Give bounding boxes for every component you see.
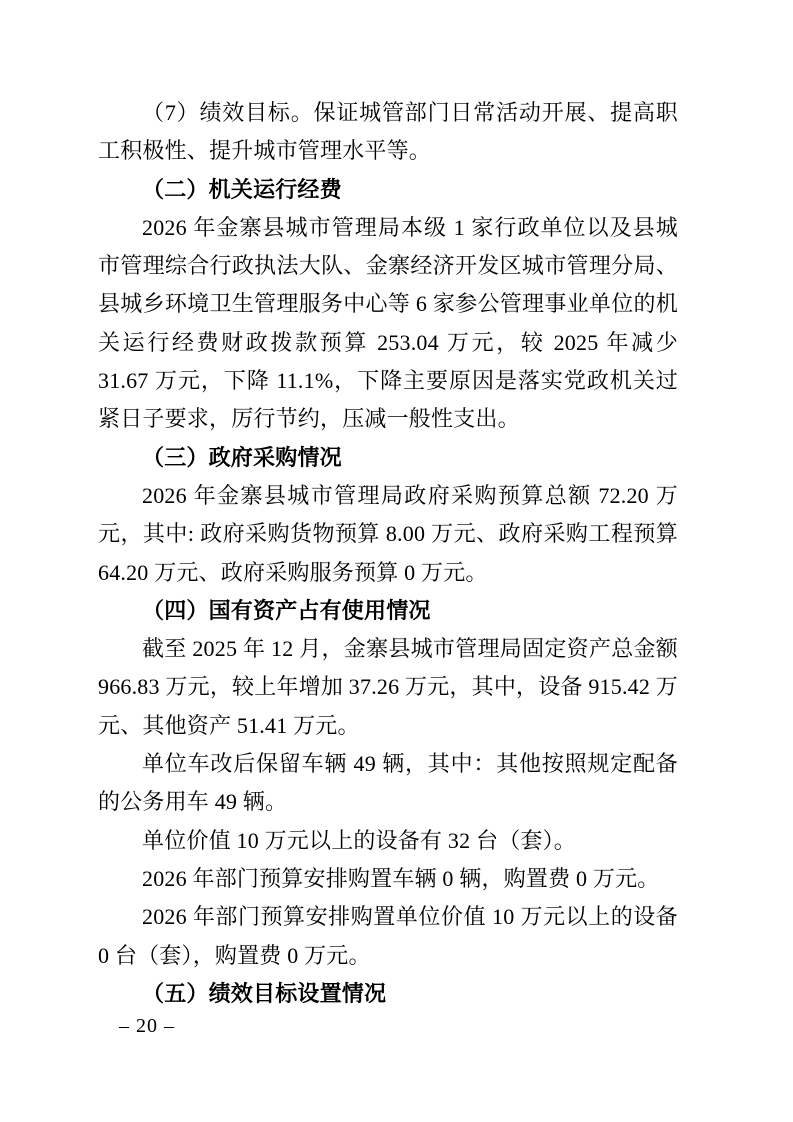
heading-state-owned-assets: （四）国有资产占有使用情况	[142, 597, 431, 623]
paragraph-2026-vehicle-purchase: 2026 年部门预算安排购置车辆 0 辆，购置费 0 万元。	[142, 865, 660, 891]
paragraph-government-procurement: 2026 年金寨县城市管理局政府采购预算总额 72.20 万元，其中: 政府采购货物预算 8.00 万元、政府采购工程预算 64.20 万元、政府采购服务预算 0 万元。	[98, 482, 678, 585]
heading-government-procurement: （三）政府采购情况	[142, 444, 342, 470]
page-number: – 20 –	[119, 1015, 175, 1037]
paragraph-equipment-over-100k: 单位价值 10 万元以上的设备有 32 台（套）。	[142, 827, 577, 853]
paragraph-performance-goals: （7）绩效目标。保证城管部门日常活动开展、提高职工积极性、提升城市管理水平等。	[98, 100, 678, 164]
paragraph-retained-vehicles: 单位车改后保留车辆 49 辆，其中：其他按照规定配备的公务用车 49 辆。	[98, 751, 678, 815]
paragraph-fixed-assets: 截至 2025 年 12 月，金寨县城市管理局固定资产总金额 966.83 万元，较上年增加 37.26 万元，其中，设备 915.42 万元、其他资产 51.41 万元。	[98, 636, 678, 738]
paragraph-operating-expenses: 2026 年金寨县城市管理局本级 1 家行政单位以及县城市管理综合行政执法大队、金寨经济开发区城市管理分局、县城乡环境卫生管理服务中心等 6 家参公管理事业单位的机关运行经费财政拨款预算 253.04 万元，较 2025 年减少 31.67 万元，下降 11.1%，下降主要原因是落实党政机关过紧日子要求，厉行节约，压减一般性支出。	[98, 214, 678, 432]
heading-performance-target-setup: （五）绩效目标设置情况	[142, 980, 387, 1006]
heading-operating-expenses: （二）机关运行经费	[142, 176, 342, 202]
document-content	[98, 94, 678, 1013]
paragraph-2026-equipment-purchase: 2026 年部门预算安排购置单位价值 10 万元以上的设备 0 台（套），购置费 0 万元。	[98, 904, 678, 968]
